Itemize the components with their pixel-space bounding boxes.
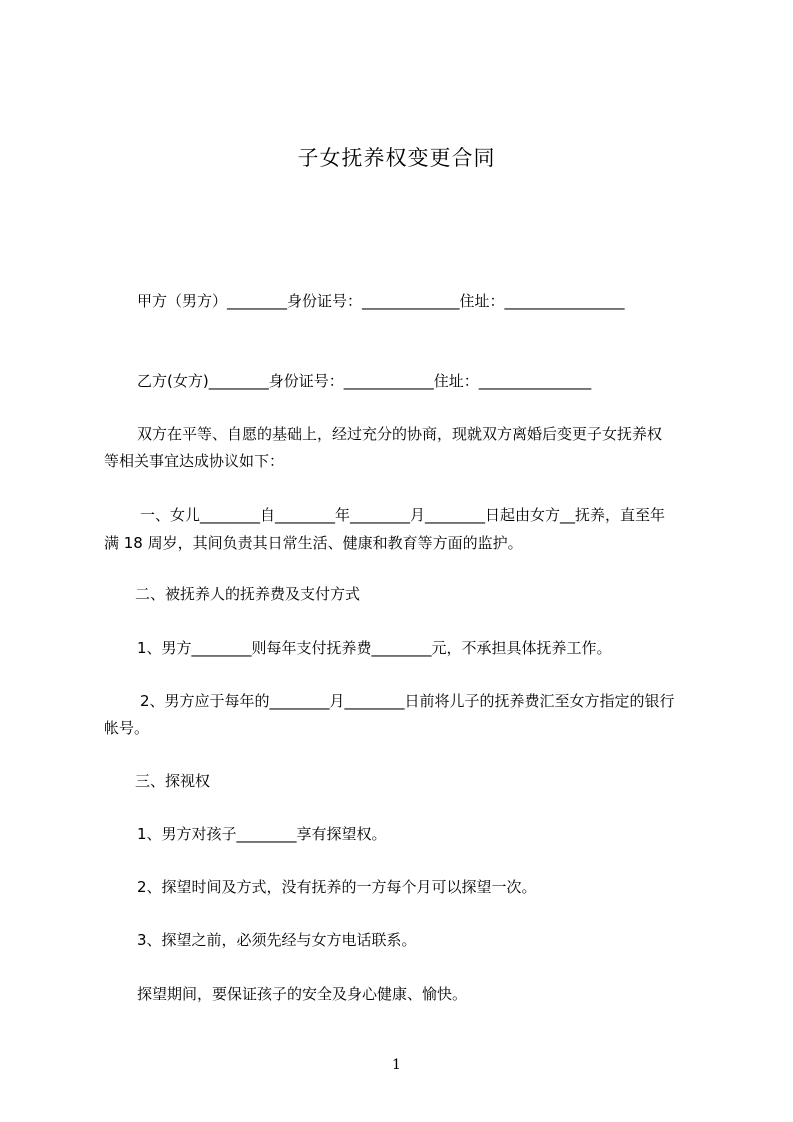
clause-3-note: 探望期间，要保证孩子的安全及身心健康、愉快。	[137, 985, 468, 1003]
clause-2-item-2-line-2: 帐号。	[104, 719, 150, 737]
page-number: 1	[392, 1057, 401, 1073]
intro-paragraph-line-2: 等相关事宜达成协议如下：	[104, 452, 285, 470]
clause-3-item-3: 3、探望之前，必须先经与女方电话联系。	[137, 931, 417, 949]
intro-paragraph-line-1: 双方在平等、自愿的基础上，经过充分的协商，现就双方离婚后变更子女抚养权	[137, 425, 663, 443]
clause-2-item-1: 1、男方________则每年支付抚养费________元，不承担具体抚养工作。	[137, 639, 612, 657]
clause-3-item-2: 2、探望时间及方式，没有抚养的一方每个月可以探望一次。	[137, 878, 537, 896]
clause-2-heading: 二、被抚养人的抚养费及支付方式	[135, 585, 361, 603]
clause-1-line-2: 满 18 周岁，其间负责其日常生活、健康和教育等方面的监护。	[104, 534, 523, 552]
document-title: 子女抚养权变更合同	[297, 146, 496, 170]
clause-3-heading: 三、探视权	[135, 772, 211, 790]
clause-1-line-1: 一、女儿________自________年________月________日起由女方__抚养，直至年	[140, 506, 666, 524]
clause-2-item-2-line-1: 2、男方应于每年的________月________日前将儿子的抚养费汇至女方指定的银行	[140, 692, 675, 710]
clause-3-item-1: 1、男方对孩子________享有探望权。	[137, 825, 387, 843]
party-a-line: 甲方（男方）________身份证号：_____________住址：________________	[137, 292, 625, 310]
party-b-line: 乙方(女方)________身份证号：____________住址：_______________	[137, 372, 592, 390]
